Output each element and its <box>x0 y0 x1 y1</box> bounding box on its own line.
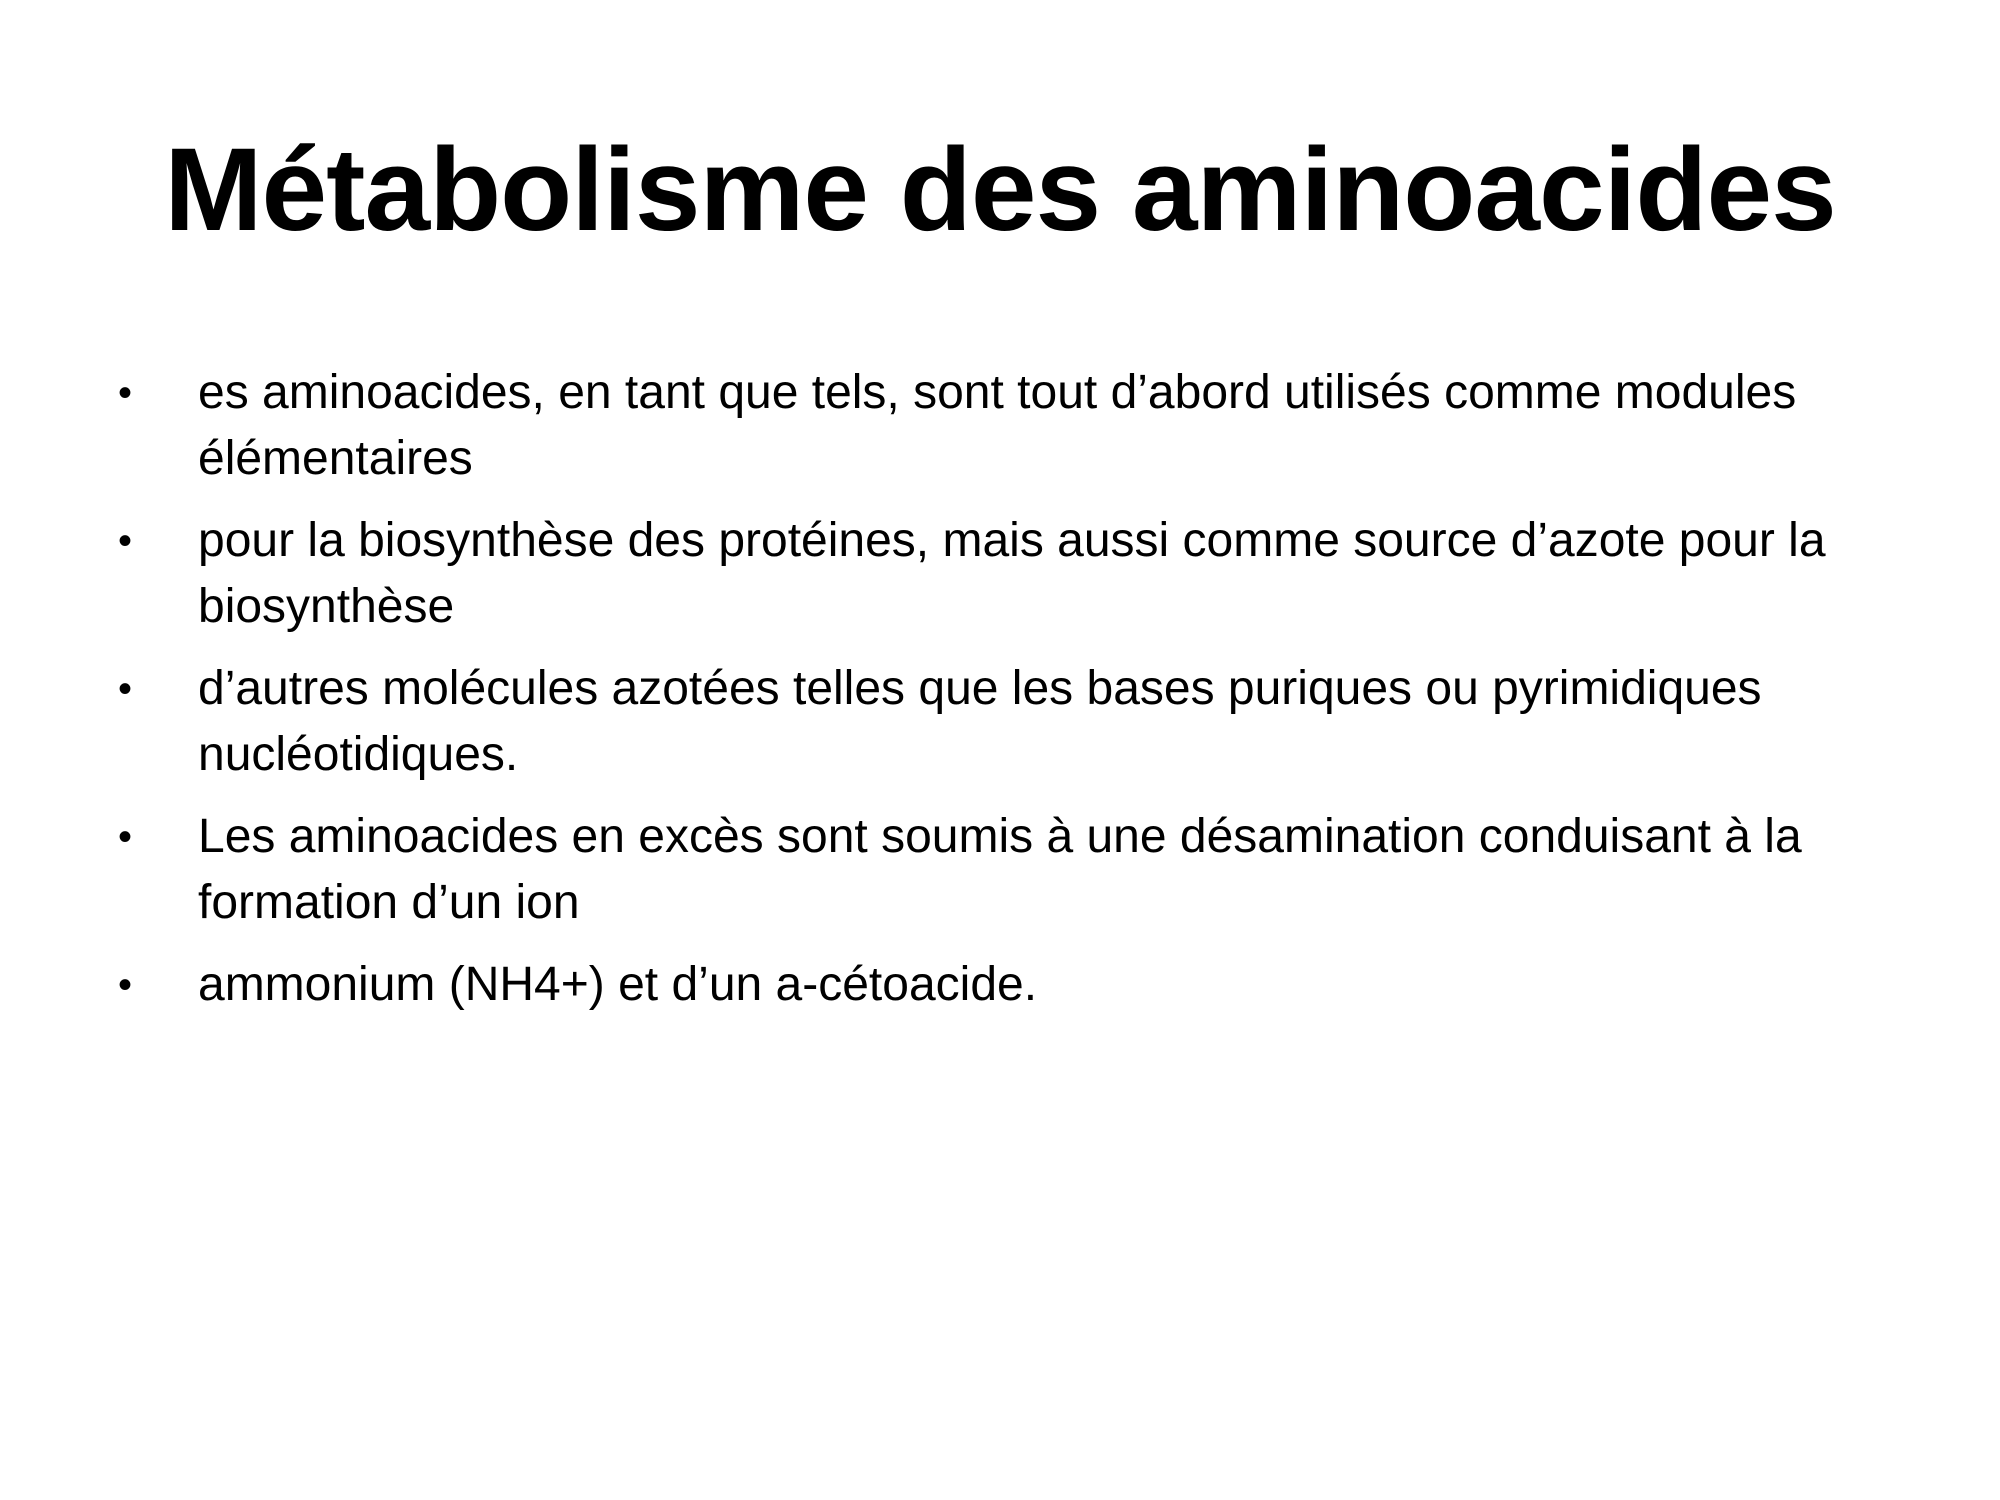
bullet-text: es aminoacides, en tant que tels, sont tout d’abord utilisés comme modules élémentaires <box>198 366 1797 485</box>
bullet-text: d’autres molécules azotées telles que les bases puriques ou pyrimidiques nucléotidiques. <box>198 662 1762 781</box>
bullet-item <box>118 508 1898 640</box>
bullet-item <box>118 952 1898 1018</box>
bullet-dot-icon: • <box>118 815 133 859</box>
bullet-list <box>118 360 1898 1034</box>
bullet-dot-icon: • <box>118 519 133 563</box>
bullet-text: ammonium (NH4+) et d’un a-cétoacide. <box>198 958 1038 1011</box>
bullet-text: pour la biosynthèse des protéines, mais aussi comme source d’azote pour la biosynthèse <box>198 514 1826 633</box>
bullet-item <box>118 656 1898 788</box>
slide-title: Métabolisme des aminoacides <box>164 124 1836 256</box>
bullet-item <box>118 804 1898 936</box>
bullet-item <box>118 360 1898 492</box>
bullet-text: Les aminoacides en excès sont soumis à une désamination conduisant à la formation d’un ion <box>198 810 1802 929</box>
bullet-dot-icon: • <box>118 667 133 711</box>
bullet-dot-icon: • <box>118 963 133 1007</box>
bullet-dot-icon: • <box>118 371 133 415</box>
